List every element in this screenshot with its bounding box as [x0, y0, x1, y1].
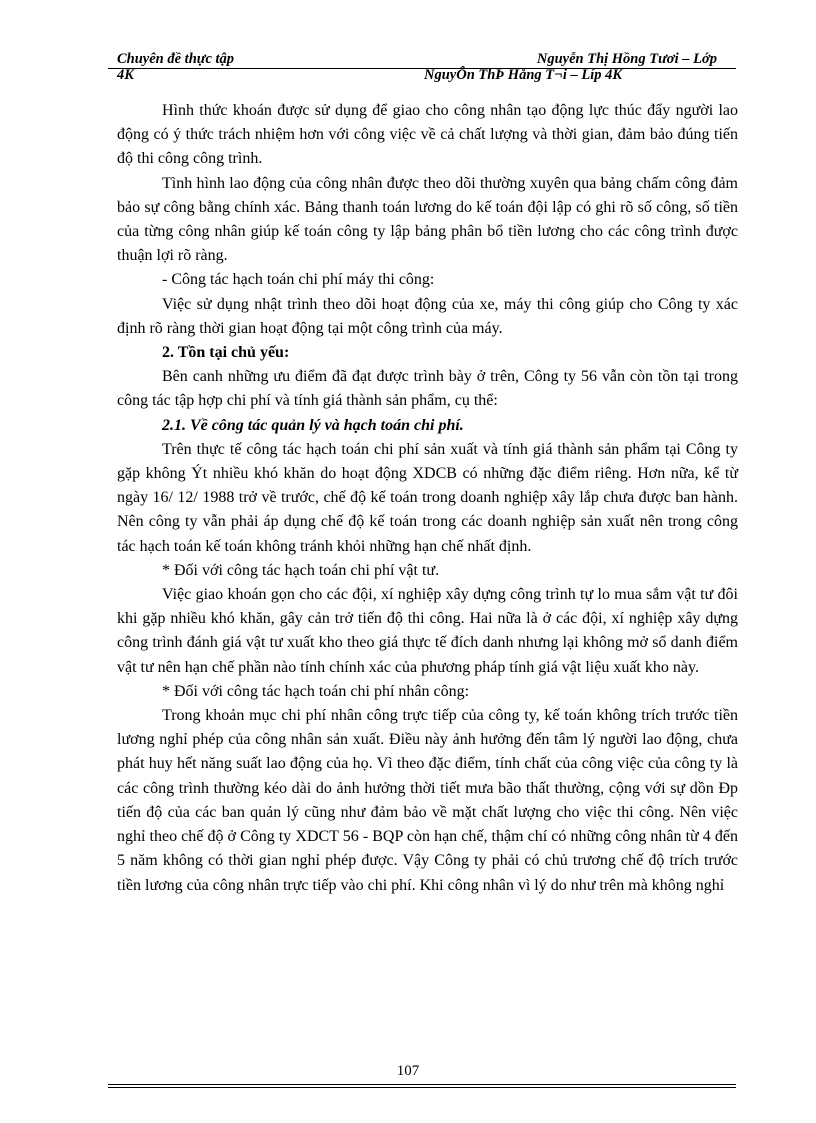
paragraph: * Đối với công tác hạch toán chi phí nhân công: — [162, 682, 470, 700]
paragraph: Bên canh những ưu điểm đã đạt được trình bày ở trên, Công ty 56 vẫn còn tồn tại trong công tác tập hợp chi phí và tính giá thành sản phẩm, cụ thể: — [117, 368, 738, 410]
header-rule — [108, 68, 736, 69]
paragraph: Trong khoản mục chi phí nhân công trực tiếp của công ty, kế toán không trích trước tiền lương nghỉ phép của công nhân sản xuất. Điều này ảnh hưởng đến tâm lý người lao động, chưa phát huy hết năng suất lao động của họ. Vì theo đặc điểm, tính chất của công việc của công ty là các công trình thường kéo dài do ảnh hưởng thời tiết mưa bão thất thường, cộng với sự dồn Ðp tiến độ của các ban quản lý cũng như đảm bảo về mặt chất lượng cho việc thi công. Nên việc nghỉ theo chế độ ở Công ty XDCT 56 - BQP còn hạn chế, thậm chí có những công nhân từ 4 đến 5 năm không có thời gian nghỉ phép được. Vậy Công ty phải có chủ trương chế độ trích trước tiền lương của công nhân trực tiếp vào chi phí. Khi công nhân vì lý do như trên mà không nghỉ — [117, 707, 738, 894]
footer-rule — [108, 1084, 736, 1085]
paragraph: Hình thức khoán được sử dụng để giao cho công nhân tạo động lực thúc đẩy người lao động có ý thức trách nhiệm hơn với công việc về cả chất lượng và thời gian, đảm bảo đúng tiến độ thi công công trình. — [117, 102, 738, 168]
running-header — [117, 51, 717, 67]
paragraph: Trên thực tế công tác hạch toán chi phí sản xuất và tính giá thành sản phẩm tại Công ty gặp không Ýt nhiều khó khăn do hoạt động XDCB có những đặc điểm riêng. Hơn nữa, kể từ ngày 16/ 12/ 1988 trở về trước, chế độ kế toán trong doanh nghiệp xây lắp chưa được ban hành. Nên công ty vẫn phải áp dụng chế độ kế toán trong các doanh nghiệp sản xuất nên trong công tác hạch toán kế toán không tránh khỏi những hạn chế nhất định. — [117, 440, 738, 555]
header-left-title: Chuyên đề thực tập — [117, 51, 235, 67]
body-text — [117, 99, 738, 898]
header-right-garbled: NguyÔn ThÞ Hång T¬i – Líp 4K — [424, 67, 623, 83]
footer-rule-double — [108, 1087, 736, 1088]
paragraph: - Công tác hạch toán chi phí máy thi công: — [162, 271, 435, 289]
paragraph: Việc sử dụng nhật trình theo dõi hoạt động của xe, máy thi công giúp cho Công ty xác định rõ ràng thời gian hoạt động tại một công trình của máy. — [117, 295, 738, 337]
subsection-heading: 2.1. Về công tác quản lý và hạch toán chi phí. — [162, 416, 464, 434]
page-number: 107 — [396, 1063, 420, 1079]
section-heading: 2. Tồn tại chủ yếu: — [162, 344, 290, 362]
paragraph: Việc giao khoán gọn cho các đội, xí nghiệp xây dựng công trình tự lo mua sắm vật tư đôi khi gặp nhiều khó khăn, gây cản trở tiến độ thi công. Hai nữa là ở các đội, xí nghiệp xây dựng công trình đánh giá vật tư xuất kho theo giá thực tế đích danh nhưng lại không mở sổ danh điểm vật tư nên hạn chế phần nào tính chính xác của phương pháp tính giá vật liệu xuất kho này. — [117, 586, 738, 676]
paragraph: Tình hình lao động của công nhân được theo dõi thường xuyên qua bảng chấm công đảm bảo sự công bằng chính xác. Bảng thanh toán lương do kế toán đội lập có ghi rõ số công, số tiền của từng công nhân giúp kế toán công ty lập bảng phân bổ tiền lương cho các công trình được thuận lợi rõ ràng. — [117, 174, 738, 265]
header-left-class: 4K — [117, 67, 134, 83]
header-right-author: Nguyễn Thị Hồng Tươi – Lớp — [536, 51, 717, 67]
paragraph: * Đối với công tác hạch toán chi phí vật tư. — [162, 561, 440, 579]
running-header-line2 — [117, 67, 717, 83]
